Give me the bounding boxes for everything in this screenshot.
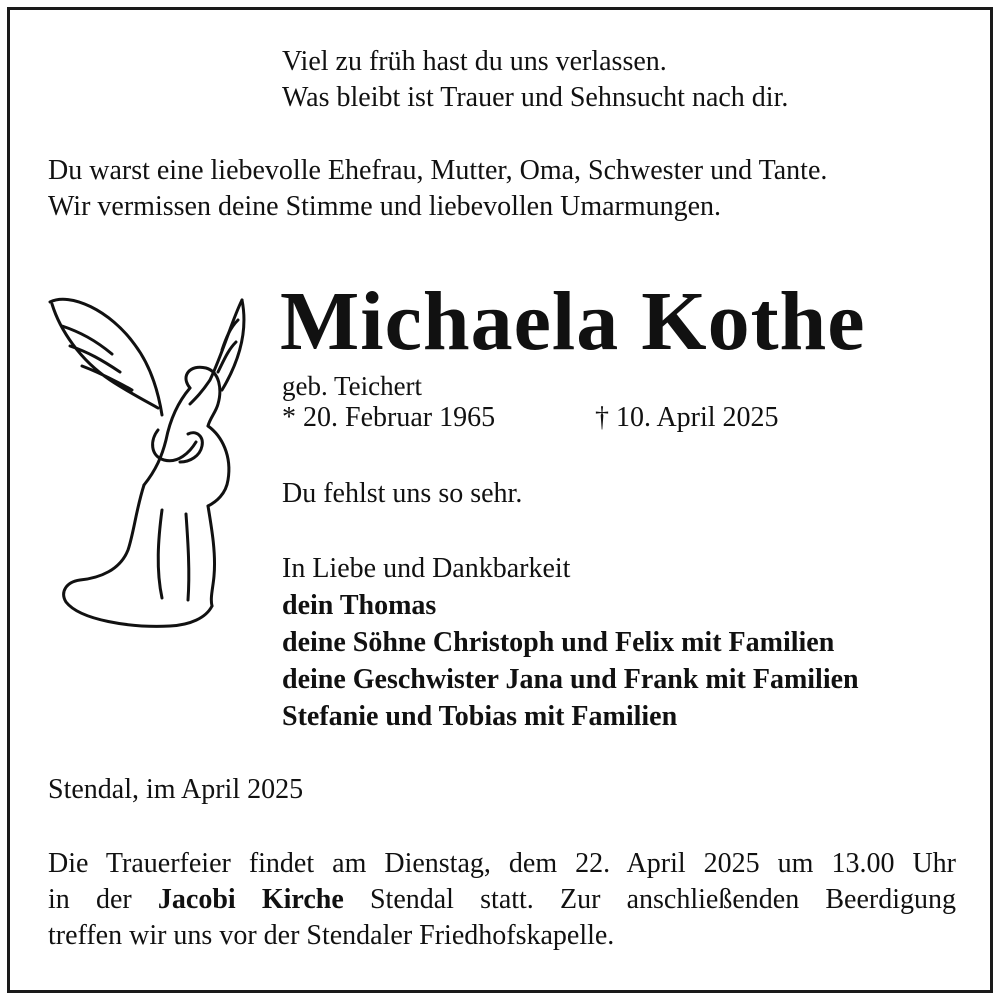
angel-head [186, 367, 220, 426]
church-name: Jacobi Kirche [157, 884, 344, 915]
mourners-intro: In Liebe und Dankbarkeit [282, 553, 571, 584]
funeral-line-1: Die Trauerfeier findet am Dienstag, dem 22. April 2025 um 13.00 Uhr [48, 848, 956, 879]
verse-line-1: Viel zu früh hast du uns verlassen. [282, 46, 667, 77]
funeral-line-2-after: Stendal statt. Zur anschließenden Beerdigung [369, 884, 957, 915]
angel-icon [40, 280, 255, 640]
mourner-line: deine Geschwister Jana und Frank mit Familien [282, 664, 859, 695]
place-date: Stendal, im April 2025 [48, 774, 304, 805]
verse-line-2: Was bleibt ist Trauer und Sehnsucht nach dir. [282, 82, 789, 113]
maiden-name: geb. Teichert [282, 371, 423, 401]
angel-arms [153, 430, 203, 462]
intro-line-2: Wir vermissen deine Stimme und liebevollen Umarmungen. [48, 191, 722, 222]
funeral-line-2-before: in der [48, 884, 132, 915]
obituary-notice [7, 7, 993, 993]
angel-left-wing [50, 299, 162, 415]
angel-sleeve [208, 426, 229, 506]
angel-right-wing-feathers [218, 300, 244, 390]
mourner-line: dein Thomas [282, 590, 437, 621]
angel-robe-fold [158, 510, 189, 600]
intro-line-1: Du warst eine liebevolle Ehefrau, Mutter, Oma, Schwester und Tante. [48, 155, 828, 186]
funeral-line-2 [48, 882, 956, 918]
death-date: † 10. April 2025 [595, 402, 779, 433]
message-line: Du fehlst uns so sehr. [282, 478, 523, 509]
angel-right-wing [190, 300, 242, 404]
angel-robe-right [208, 506, 215, 606]
mourner-line: Stefanie und Tobias mit Familien [282, 701, 678, 732]
birth-date: * 20. Februar 1965 [282, 402, 496, 433]
deceased-name: Michaela Kothe [280, 275, 866, 368]
mourner-line: deine Söhne Christoph und Felix mit Familien [282, 627, 835, 658]
funeral-line-3: treffen wir uns vor der Stendaler Friedhofskapelle. [48, 920, 615, 951]
